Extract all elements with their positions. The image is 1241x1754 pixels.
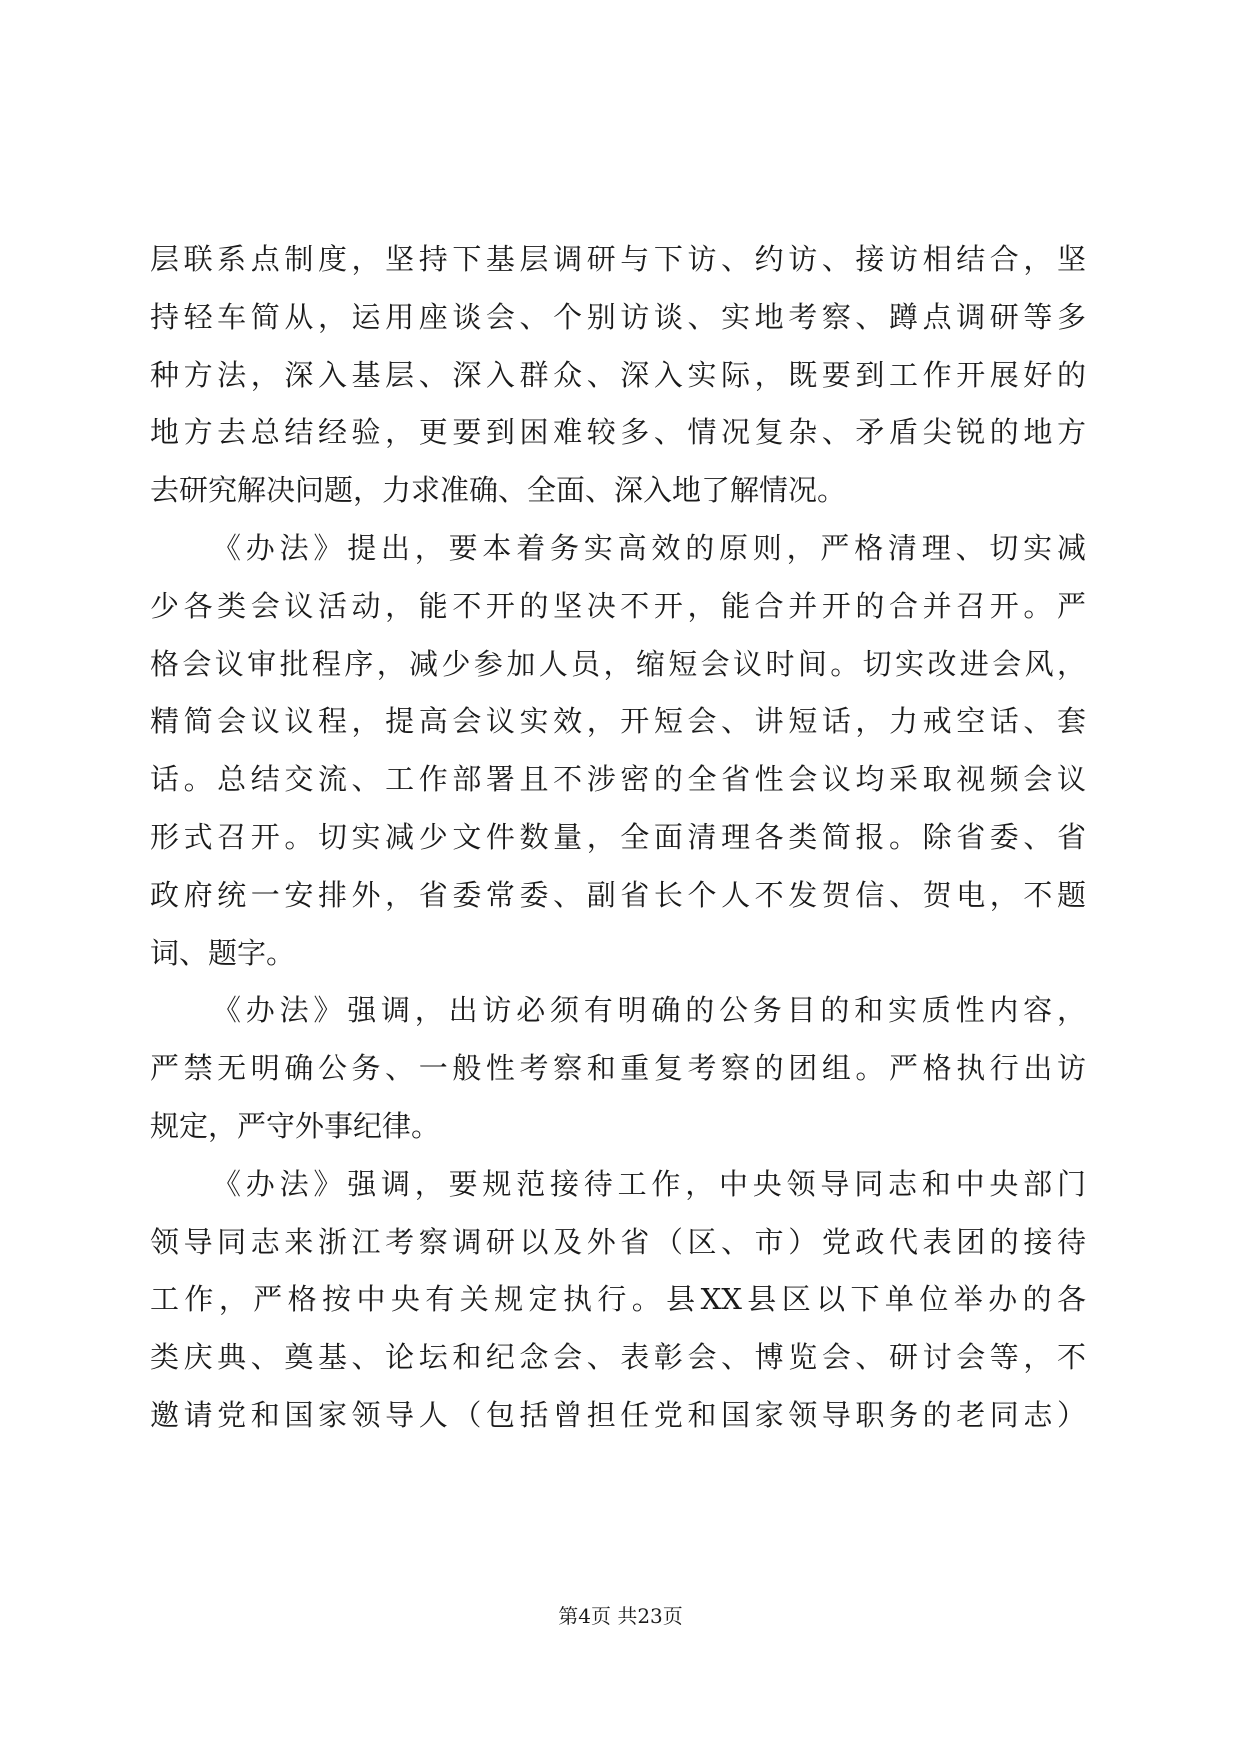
text-line: 词、题字。 (150, 935, 296, 970)
paragraph-start-line: 《办法》强调，要规范接待工作，中央领导同志和中央部门 (212, 1166, 1086, 1201)
text-line: 领导同志来浙江考察调研以及外省（区、市）党政代表团的接待 (150, 1224, 1086, 1259)
text-line: 类庆典、奠基、论坛和纪念会、表彰会、博览会、研讨会等，不 (150, 1340, 1086, 1375)
text-line: 政府统一安排外，省委常委、副省长个人不发贺信、贺电，不题 (150, 877, 1086, 912)
text-line: 规定，严守外事纪律。 (150, 1108, 441, 1143)
text-line: 持轻车简从，运用座谈会、个别访谈、实地考察、蹲点调研等多 (150, 299, 1086, 334)
paragraph-start-line: 《办法》强调，出访必须有明确的公务目的和实质性内容， (212, 993, 1086, 1028)
text-line: 格会议审批程序，减少参加人员，缩短会议时间。切实改进会风， (150, 646, 1086, 681)
document-body (150, 231, 1086, 1445)
text-line: 地方去总结经验，更要到困难较多、情况复杂、矛盾尖锐的地方 (150, 415, 1086, 450)
text-line: 层联系点制度，坚持下基层调研与下访、约访、接访相结合，坚 (150, 242, 1086, 276)
paragraph-start-line: 《办法》提出，要本着务实高效的原则，严格清理、切实减 (212, 530, 1086, 565)
text-line: 去研究解决问题，力求准确、全面、深入地了解情况。 (150, 473, 847, 508)
text-line: 严禁无明确公务、一般性考察和重复考察的团组。严格执行出访 (150, 1051, 1086, 1086)
text-line: 精简会议议程，提高会议实效，开短会、讲短话，力戒空话、套 (150, 704, 1086, 739)
page-footer: 第4页 共23页 (558, 1604, 683, 1628)
text-line: 少各类会议活动，能不开的坚决不开，能合并开的合并召开。严 (150, 588, 1086, 623)
text-line: 话。总结交流、工作部署且不涉密的全省性会议均采取视频会议 (150, 762, 1086, 797)
text-line: 种方法，深入基层、深入群众、深入实际，既要到工作开展好的 (150, 357, 1086, 392)
text-line: 工作，严格按中央有关规定执行。县XX县区以下单位举办的各 (150, 1282, 1086, 1317)
text-line: 形式召开。切实减少文件数量，全面清理各类简报。除省委、省 (150, 819, 1086, 854)
text-line: 邀请党和国家领导人（包括曾担任党和国家领导职务的老同志） (150, 1397, 1086, 1432)
